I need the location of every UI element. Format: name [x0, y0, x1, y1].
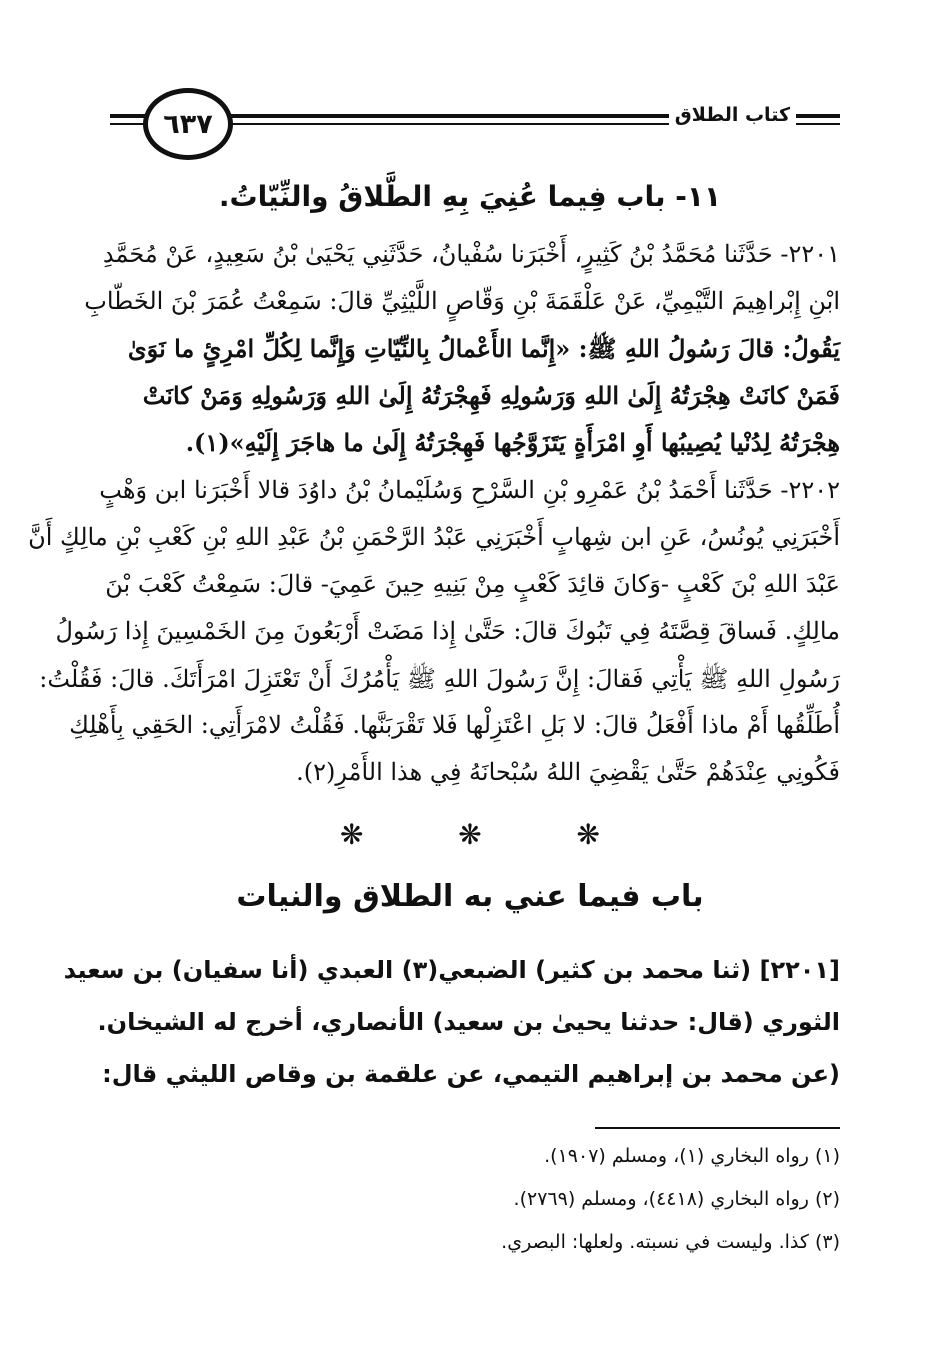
asterisk-ornament-icon: ❋	[340, 818, 364, 851]
hadith-line: ٢٢٠١- حَدَّثَنا مُحَمَّدُ بْنُ كَثِيرٍ، أَخْبَرَنا سُفْيانُ، حَدَّثَنِي يَحْيَىٰ بْنُ سَعِيدٍ، عَنْ مُحَمَّدِ	[102, 240, 840, 268]
asterisk-ornament-icon: ❋	[458, 818, 482, 851]
hadith-line: هِجْرَتُهُ لِدُنْيا يُصِيبُها أَوِ امْرَأَةٍ يَتَزَوَّجُها فَهِجْرَتُهُ إِلَىٰ ما هاجَرَ إِلَيْهِ»(١).	[185, 428, 840, 457]
hadith-line: أُطَلِّقُها أَمْ ماذا أَفْعَلُ قالَ: لا بَلِ اعْتَزِلْها فَلا تَقْرَبَنَّها. فَقُلْتُ لامْرَأَتِي: الحَقِي بِأَهْلِكِ	[69, 711, 840, 739]
hadith-line: فَكُونِي عِنْدَهُمْ حَتَّىٰ يَقْضِيَ اللهُ سُبْحانَهُ فِي هذا الأَمْرِ(٢).	[296, 758, 840, 786]
footnote: (٣) كذا. وليست في نسبته. ولعلها: البصري.	[501, 1231, 840, 1253]
hadith-line: ٢٢٠٢- حَدَّثَنا أَحْمَدُ بْنُ عَمْرِو بْنِ السَّرْحِ وَسُلَيْمانُ بْنُ داوُدَ قالا أَخْبَرَنا ابن وَهْبٍ	[99, 476, 840, 504]
asterisk-ornament-icon: ❋	[576, 818, 600, 851]
running-title: كتاب الطلاق	[669, 102, 796, 128]
hadith-2201	[84, 240, 840, 475]
commentary-heading: باب فيما عني به الطلاق والنيات	[236, 879, 704, 914]
section-separator	[340, 818, 600, 851]
commentary-line: (عن محمد بن إبراهيم التيمي، عن علقمة بن وقاص الليثي قال:	[102, 1060, 840, 1088]
page-number: ٦٣٧	[143, 88, 233, 160]
hadith-line: عَبْدَ اللهِ بْنَ كَعْبٍ -وَكانَ قائِدَ كَعْبٍ مِنْ بَنِيهِ حِينَ عَمِيَ- قالَ: سَمِعْتُ كَعْبَ بْنَ	[105, 570, 840, 598]
commentary-line: الثوري (قال: حدثنا يحيىٰ بن سعيد) الأنصاري، أخرج له الشيخان.	[97, 1008, 840, 1036]
hadith-line: رَسُولِ اللهِ ﷺ يَأْتِي فَقالَ: إِنَّ رَسُولَ اللهِ ﷺ يَأْمُرُكَ أَنْ تَعْتَزِلَ امْرَأَتَكَ. قالَ: فَقُلْتُ:	[39, 665, 840, 693]
hadith-line: فَمَنْ كانَتْ هِجْرَتُهُ إِلَىٰ اللهِ وَرَسُولِهِ فَهِجْرَتُهُ إِلَىٰ اللهِ وَرَسُولِهِ وَمَنْ كانَتْ	[142, 381, 840, 410]
hadith-2202	[28, 476, 840, 805]
page-header	[110, 88, 840, 154]
hadith-line: مالِكٍ. فَساقَ قِصَّتَهُ فِي تَبُوكَ قالَ: حَتَّىٰ إِذا مَضَتْ أَرْبَعُونَ مِنَ الخَمْسِينَ إِذا رَسُولُ	[55, 617, 840, 645]
footnote-divider	[595, 1127, 840, 1129]
footnotes	[100, 1135, 840, 1264]
footnote: (٢) رواه البخاري (٤٤١٨)، ومسلم (٢٧٦٩).	[513, 1188, 840, 1210]
footnote: (١) رواه البخاري (١)، ومسلم (١٩٠٧).	[544, 1145, 840, 1167]
commentary-text	[63, 944, 840, 1100]
chapter-heading: ١١- باب فِيما عُنِيَ بِهِ الطَّلاقُ والنِّيّاتُ.	[218, 180, 722, 213]
hadith-line: ابْنِ إِبْراهِيمَ التَّيْمِيِّ، عَنْ عَلْقَمَةَ بْنِ وَقّاصٍ اللَّيْثِيِّ قالَ: سَمِعْتُ عُمَرَ بْنَ الخَطّابِ	[84, 287, 840, 315]
hadith-line: أَخْبَرَنِي يُونُسُ، عَنِ ابن شِهابٍ أَخْبَرَنِي عَبْدُ الرَّحْمَنِ بْنُ عَبْدِ اللهِ بْنِ كَعْبِ بْنِ مالِكٍ أَنَّ	[28, 523, 840, 551]
commentary-line: [٢٢٠١] (ثنا محمد بن كثير) الضبعي(٣) العبدي (أنا سفيان) بن سعيد	[63, 956, 840, 984]
hadith-line: يَقُولُ: قالَ رَسُولُ اللهِ ﷺ: «إِنَّما الأَعْمالُ بِالنِّيّاتِ وَإِنَّما لِكُلِّ امْرِئٍ ما نَوَىٰ	[127, 334, 840, 363]
